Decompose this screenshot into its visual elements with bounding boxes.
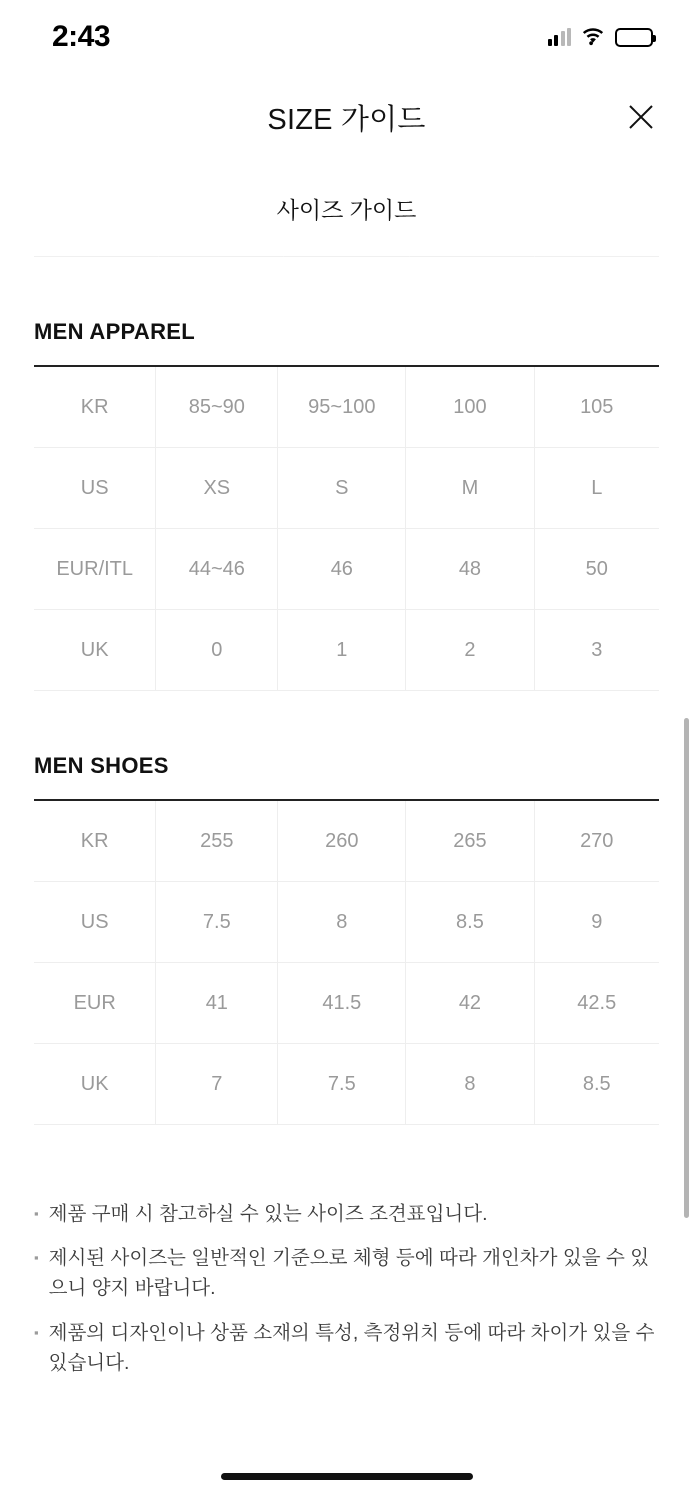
table-top-rule bbox=[34, 256, 659, 257]
bullet-icon: ▪ bbox=[34, 1206, 39, 1221]
section-men-apparel bbox=[34, 257, 659, 691]
status-bar bbox=[0, 0, 693, 74]
size-table-men-apparel bbox=[34, 365, 659, 691]
table-cell: 8 bbox=[278, 882, 406, 963]
notes-list bbox=[34, 1199, 659, 1378]
table-row bbox=[34, 610, 659, 691]
status-bar-icons bbox=[548, 28, 654, 47]
table-row bbox=[34, 529, 659, 610]
subtitle-row bbox=[0, 160, 693, 256]
list-item bbox=[34, 1318, 659, 1378]
table-cell: 8 bbox=[406, 1044, 534, 1125]
table-cell: 7.5 bbox=[156, 882, 278, 963]
note-text: 제품 구매 시 참고하실 수 있는 사이즈 조견표입니다. bbox=[48, 1203, 488, 1225]
table-cell: S bbox=[278, 448, 406, 529]
table-cell: KR bbox=[34, 800, 156, 882]
table-cell: M bbox=[406, 448, 534, 529]
table-row bbox=[34, 800, 659, 882]
close-icon[interactable] bbox=[619, 95, 663, 139]
bullet-icon: ▪ bbox=[34, 1324, 39, 1340]
table-cell: 100 bbox=[406, 366, 534, 448]
table-cell: EUR/ITL bbox=[34, 529, 156, 610]
table-cell: EUR bbox=[34, 963, 156, 1044]
section-title: MEN APPAREL bbox=[34, 319, 195, 344]
table-cell: 7 bbox=[156, 1044, 278, 1125]
subtitle: 사이즈 가이드 bbox=[276, 196, 417, 223]
table-cell: 41 bbox=[156, 963, 278, 1044]
table-row bbox=[34, 1044, 659, 1125]
table-cell: 2 bbox=[406, 610, 534, 691]
table-cell: KR bbox=[34, 366, 156, 448]
cellular-signal-icon bbox=[548, 28, 572, 46]
note-text: 제시된 사이즈는 일반적인 기준으로 체형 등에 따라 개인차가 있을 수 있으니 양지 바랍니다. bbox=[48, 1247, 650, 1300]
table-cell: US bbox=[34, 448, 156, 529]
vertical-scrollbar[interactable] bbox=[684, 718, 689, 1218]
table-cell: 3 bbox=[534, 610, 659, 691]
table-cell: 265 bbox=[406, 800, 534, 882]
table-cell: 8.5 bbox=[534, 1044, 659, 1125]
table-cell: 44~46 bbox=[156, 529, 278, 610]
table-cell: XS bbox=[156, 448, 278, 529]
table-cell: 50 bbox=[534, 529, 659, 610]
table-cell: 260 bbox=[278, 800, 406, 882]
note-text: 제품의 디자인이나 상품 소재의 특성, 측정위치 등에 따라 차이가 있을 수 있습니다. bbox=[48, 1321, 655, 1374]
wifi-icon bbox=[581, 28, 605, 46]
list-item bbox=[34, 1199, 659, 1229]
home-indicator bbox=[221, 1473, 473, 1480]
table-cell: 41.5 bbox=[278, 963, 406, 1044]
size-table-men-shoes bbox=[34, 799, 659, 1125]
table-cell: 7.5 bbox=[278, 1044, 406, 1125]
table-cell: UK bbox=[34, 1044, 156, 1125]
page-title: SIZE 가이드 bbox=[267, 103, 426, 136]
section-title: MEN SHOES bbox=[34, 753, 169, 778]
table-cell: L bbox=[534, 448, 659, 529]
table-cell: 48 bbox=[406, 529, 534, 610]
table-cell: 1 bbox=[278, 610, 406, 691]
battery-icon bbox=[615, 28, 653, 47]
table-row bbox=[34, 963, 659, 1044]
section-men-shoes bbox=[34, 691, 659, 1125]
modal-header bbox=[0, 74, 693, 160]
table-cell: 0 bbox=[156, 610, 278, 691]
bullet-icon: ▪ bbox=[34, 1250, 39, 1266]
table-cell: 270 bbox=[534, 800, 659, 882]
table-cell: 8.5 bbox=[406, 882, 534, 963]
table-row bbox=[34, 366, 659, 448]
list-item bbox=[34, 1243, 659, 1303]
table-cell: US bbox=[34, 882, 156, 963]
table-cell: 95~100 bbox=[278, 366, 406, 448]
table-cell: 255 bbox=[156, 800, 278, 882]
table-cell: UK bbox=[34, 610, 156, 691]
table-cell: 42 bbox=[406, 963, 534, 1044]
table-cell: 46 bbox=[278, 529, 406, 610]
table-cell: 42.5 bbox=[534, 963, 659, 1044]
table-row bbox=[34, 882, 659, 963]
table-cell: 85~90 bbox=[156, 366, 278, 448]
table-row bbox=[34, 448, 659, 529]
table-cell: 105 bbox=[534, 366, 659, 448]
status-bar-time: 2:43 bbox=[52, 20, 111, 53]
table-cell: 9 bbox=[534, 882, 659, 963]
